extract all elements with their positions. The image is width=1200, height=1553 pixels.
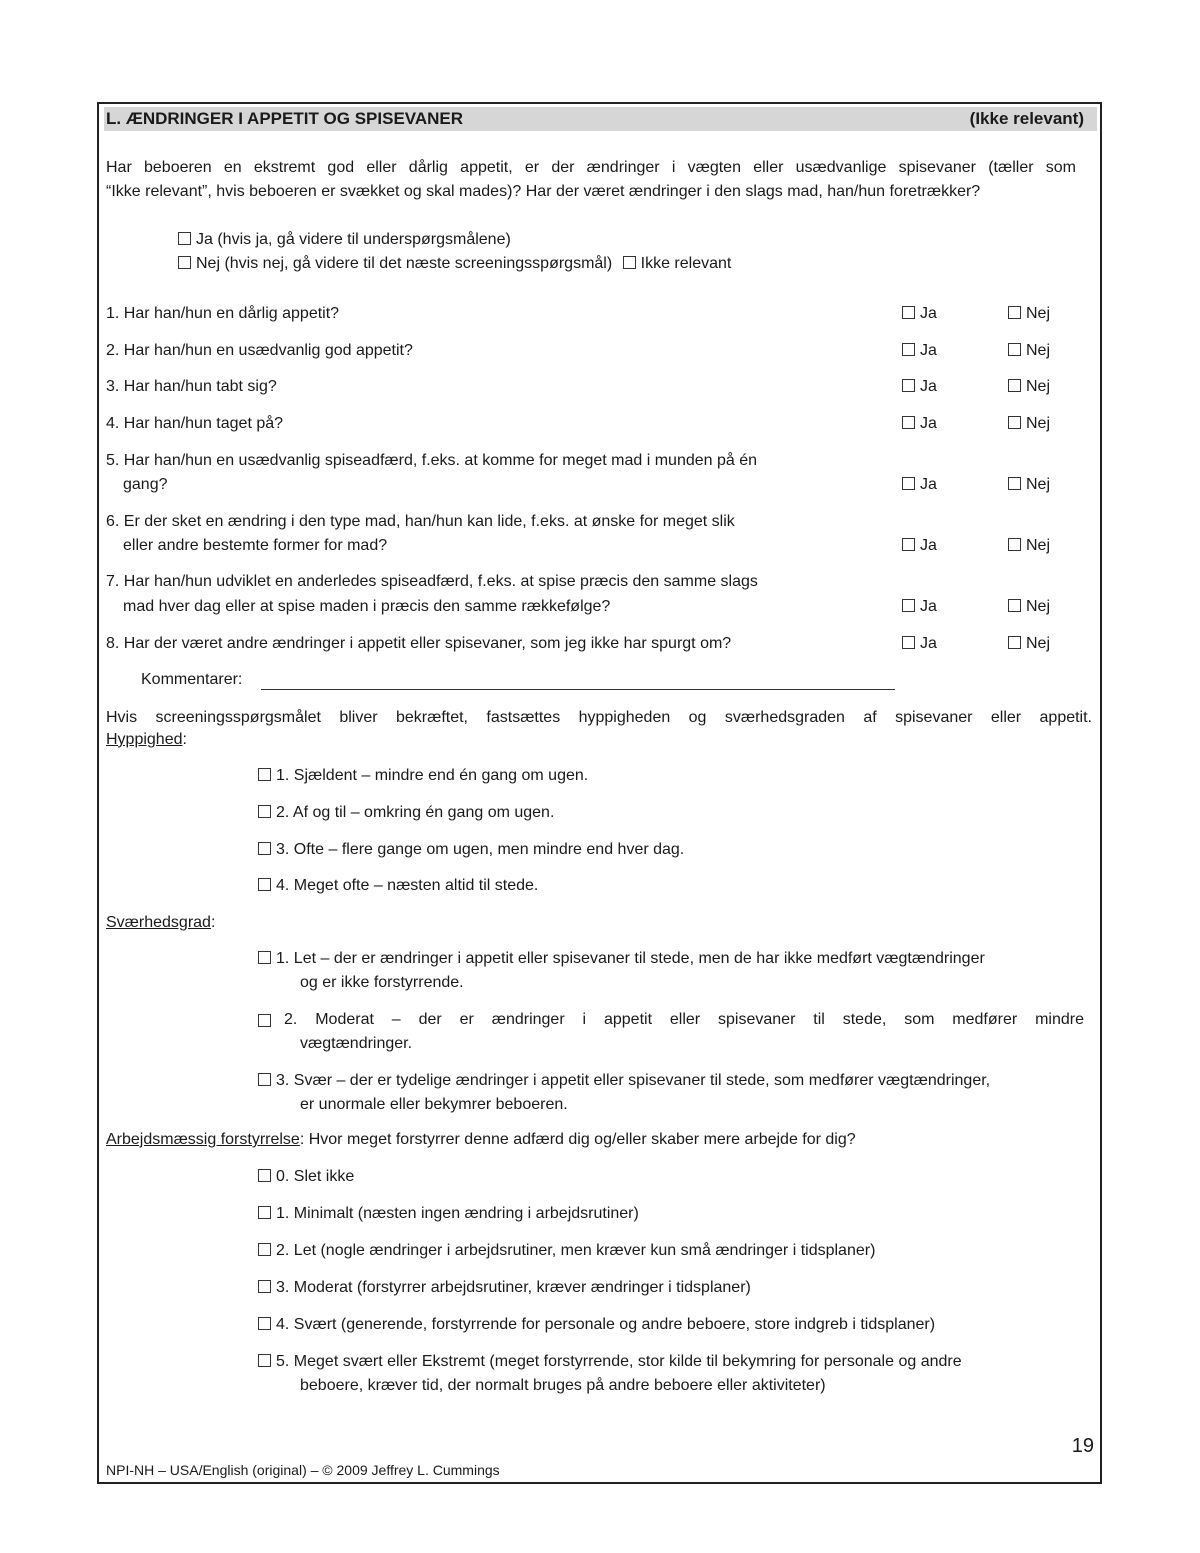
checkbox-icon[interactable] (178, 232, 191, 245)
question-6-cont: eller andre bestemte former for mad? (123, 537, 388, 554)
question-2: 2. Har han/hun en usædvanlig god appetit? (106, 342, 413, 359)
checkbox-icon[interactable] (1008, 599, 1021, 612)
q5-yes[interactable]: Ja (902, 476, 937, 494)
question-3: 3. Har han/hun tabt sig? (106, 378, 277, 395)
checkbox-icon[interactable] (178, 256, 191, 269)
checkbox-icon[interactable] (258, 878, 271, 891)
q3-no[interactable]: Nej (1008, 378, 1050, 396)
checkbox-icon[interactable] (258, 805, 271, 818)
severity-heading: Sværhedsgrad: (106, 914, 216, 931)
severity-option-3-cont: er unormale eller bekymrer beboeren. (300, 1096, 568, 1113)
intro-line-2: “Ikke relevant”, hvis beboeren er svækket og skal mades)? Har der været ændringer i den slags mad, han/hun foretrækker? (106, 183, 981, 200)
checkbox-icon[interactable] (1008, 636, 1021, 649)
comments-label: Kommentarer: (141, 671, 243, 688)
severity-option-1[interactable]: 1. Let – der er ændringer i appetit eller spisevaner til stede, men de har ikke medført vægtændringer (258, 950, 985, 968)
screening-na[interactable]: Ikke relevant (623, 255, 732, 272)
question-1: 1. Har han/hun en dårlig appetit? (106, 305, 340, 322)
question-7-cont: mad hver dag eller at spise maden i præcis den samme rækkefølge? (123, 598, 611, 615)
intro-line-1: Har beboeren en ekstremt god eller dårlig appetit, er der ændringer i vægten eller usædvanlige spisevaner (tæller som (106, 159, 1076, 176)
checkbox-icon[interactable] (1008, 538, 1021, 551)
checkbox-icon[interactable] (902, 306, 915, 319)
checkbox-icon[interactable] (1008, 416, 1021, 429)
checkbox-icon[interactable] (258, 1073, 271, 1086)
q6-no[interactable]: Nej (1008, 537, 1050, 555)
q3-yes[interactable]: Ja (902, 378, 937, 396)
disruption-option-1[interactable]: 1. Minimalt (næsten ingen ændring i arbejdsrutiner) (258, 1205, 639, 1223)
checkbox-icon[interactable] (902, 599, 915, 612)
q2-no[interactable]: Nej (1008, 342, 1050, 360)
footer-copyright: NPI-NH – USA/English (original) – © 2009 Jeffrey L. Cummings (106, 1462, 500, 1478)
frequency-heading: Hyppighed: (106, 731, 187, 748)
checkbox-icon[interactable] (623, 256, 636, 269)
q1-no[interactable]: Nej (1008, 305, 1050, 323)
question-5-cont: gang? (123, 476, 168, 493)
disruption-heading: Arbejdsmæssig forstyrrelse: Hvor meget forstyrrer denne adfærd dig og/eller skaber mere arbejde for dig? (106, 1131, 856, 1148)
checkbox-icon[interactable] (258, 1243, 271, 1256)
frequency-option-4[interactable]: 4. Meget ofte – næsten altid til stede. (258, 877, 538, 895)
question-5: 5. Har han/hun en usædvanlig spiseadfærd, f.eks. at komme for meget mad i munden på én (106, 452, 758, 469)
disruption-option-3[interactable]: 3. Moderat (forstyrrer arbejdsrutiner, kræver ændringer i tidsplaner) (258, 1279, 751, 1297)
q4-no[interactable]: Nej (1008, 415, 1050, 433)
question-4: 4. Har han/hun taget på? (106, 415, 284, 432)
checkbox-icon[interactable] (258, 1014, 271, 1027)
q8-no[interactable]: Nej (1008, 635, 1050, 653)
checkbox-icon[interactable] (1008, 306, 1021, 319)
checkbox-icon[interactable] (258, 1280, 271, 1293)
severity-option-2[interactable]: 2. Moderat – der er ændringer i appetit eller spisevaner til stede, som medfører mindre (258, 1011, 1084, 1029)
checkbox-icon[interactable] (258, 1206, 271, 1219)
checkbox-icon[interactable] (258, 768, 271, 781)
question-7: 7. Har han/hun udviklet en anderledes spiseadfærd, f.eks. at spise præcis den samme slags (106, 573, 758, 590)
not-applicable-label: (Ikke relevant) (969, 109, 1084, 128)
page-number: 19 (1071, 1435, 1094, 1457)
checkbox-icon[interactable] (1008, 343, 1021, 356)
comments-field[interactable] (261, 689, 895, 690)
q6-yes[interactable]: Ja (902, 537, 937, 555)
checkbox-icon[interactable] (902, 343, 915, 356)
checkbox-icon[interactable] (258, 1354, 271, 1367)
checkbox-icon[interactable] (902, 379, 915, 392)
disruption-option-4[interactable]: 4. Svært (generende, forstyrrende for personale og andre beboere, store indgreb i tidsplaner) (258, 1316, 935, 1334)
frequency-intro: Hvis screeningsspørgsmålet bliver bekræftet, fastsættes hyppigheden og sværhedsgraden af spisevaner eller appetit. (106, 709, 1092, 726)
q7-no[interactable]: Nej (1008, 598, 1050, 616)
screening-no[interactable]: Nej (hvis nej, gå videre til det næste screeningsspørgsmål) Ikke relevant (178, 255, 731, 273)
checkbox-icon[interactable] (902, 416, 915, 429)
disruption-option-5-cont: beboere, kræver tid, der normalt bruges på andre beboere eller aktiviteter) (300, 1377, 826, 1394)
severity-option-2-cont: vægtændringer. (300, 1035, 413, 1052)
frequency-option-1[interactable]: 1. Sjældent – mindre end én gang om ugen. (258, 767, 588, 785)
checkbox-icon[interactable] (902, 477, 915, 490)
frequency-option-2[interactable]: 2. Af og til – omkring én gang om ugen. (258, 804, 554, 822)
severity-option-1-cont: og er ikke forstyrrende. (300, 974, 464, 991)
question-8: 8. Har der været andre ændringer i appetit eller spisevaner, som jeg ikke har spurgt om? (106, 635, 732, 652)
disruption-option-0[interactable]: 0. Slet ikke (258, 1168, 354, 1186)
checkbox-icon[interactable] (902, 538, 915, 551)
checkbox-icon[interactable] (1008, 379, 1021, 392)
checkbox-icon[interactable] (902, 636, 915, 649)
q5-no[interactable]: Nej (1008, 476, 1050, 494)
q1-yes[interactable]: Ja (902, 305, 937, 323)
section-title: L. ÆNDRINGER I APPETIT OG SPISEVANER (106, 109, 464, 128)
severity-option-3[interactable]: 3. Svær – der er tydelige ændringer i appetit eller spisevaner til stede, som medfører vægtændringer, (258, 1072, 990, 1090)
frequency-option-3[interactable]: 3. Ofte – flere gange om ugen, men mindre end hver dag. (258, 841, 684, 859)
disruption-option-5[interactable]: 5. Meget svært eller Ekstremt (meget forstyrrende, stor kilde til bekymring for personale og andre (258, 1353, 962, 1371)
question-6: 6. Er der sket en ændring i den type mad, han/hun kan lide, f.eks. at ønske for meget slik (106, 513, 735, 530)
q8-yes[interactable]: Ja (902, 635, 937, 653)
q7-yes[interactable]: Ja (902, 598, 937, 616)
checkbox-icon[interactable] (258, 842, 271, 855)
q2-yes[interactable]: Ja (902, 342, 937, 360)
checkbox-icon[interactable] (258, 951, 271, 964)
disruption-option-2[interactable]: 2. Let (nogle ændringer i arbejdsrutiner, men kræver kun små ændringer i tidsplaner) (258, 1242, 875, 1260)
checkbox-icon[interactable] (258, 1169, 271, 1182)
checkbox-icon[interactable] (1008, 477, 1021, 490)
screening-yes[interactable]: Ja (hvis ja, gå videre til underspørgsmålene) (178, 231, 511, 249)
q4-yes[interactable]: Ja (902, 415, 937, 433)
checkbox-icon[interactable] (258, 1317, 271, 1330)
